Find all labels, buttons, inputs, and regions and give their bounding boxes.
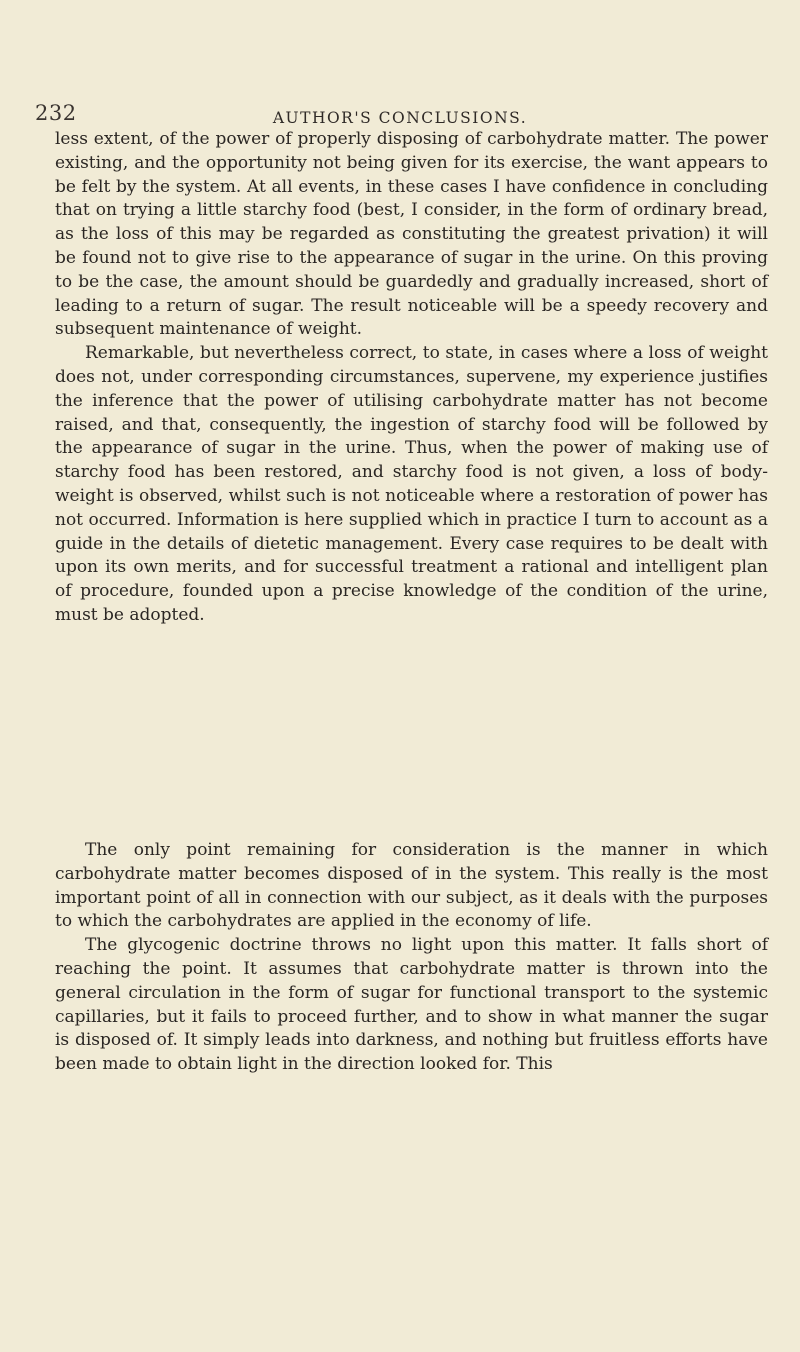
page-number: 232	[35, 101, 77, 125]
paragraph-glycogenic: The glycogenic doctrine throws no light upon this matter. It falls short of reaching the point. It assumes that carbohydrate matter is thrown into the general circulation in the form of sugar for functional transport to the systemic capillaries, but it fails to proceed further, and to show in what manner the sugar is disposed of. It simply leads into darkness, and nothing but fruitless efforts have been made to obtain light in the direction looked for. This	[55, 935, 768, 1075]
running-title: AUTHOR'S CONCLUSIONS.	[272, 109, 528, 127]
text-block-top	[55, 128, 768, 628]
paragraph-remarkable: Remarkable, but nevertheless correct, to state, in cases where a loss of weight does not, under corresponding circumstances, supervene, my experience justifies the inference that the power of utilising carbohydrate matter has not become raised, and that, consequently, the ingestion of starchy food will be followed by the appearance of sugar in the urine. Thus, when the power of making use of starchy food has been restored, and starchy food is not given, a loss of body-weight is observed, whilst such is not noticeable where a restoration of power has not occurred. Information is here supplied which in practice I turn to account as a guide in the details of dietetic management. Every case requires to be dealt with upon its own merits, and for successful treatment a rational and intelligent plan of procedure, founded upon a precise knowledge of the condition of the urine, must be adopted.	[55, 343, 768, 625]
paragraph-only-point: The only point remaining for consideration is the manner in which carbohydrate matter becomes disposed of in the system. This really is the most important point of all in connection with our subject, as it deals with the purposes to which the carbohydrates are applied in the economy of life.	[55, 840, 768, 932]
text-block-bottom	[55, 839, 768, 1077]
paragraph-continued: less extent, of the power of properly disposing of carbohydrate matter. The power existing, and the opportunity not being given for its exercise, the want appears to be felt by the system. At all events, in these cases I have confidence in concluding that on trying a little starchy food (best, I consider, in the form of ordinary bread, as the loss of this may be regarded as constituting the greatest privation) it will be found not to give rise to the appearance of sugar in the urine. On this proving to be the case, the amount should be guardedly and gradually increased, short of leading to a return of sugar. The result noticeable will be a speedy recovery and subsequent maintenance of weight.	[55, 129, 768, 340]
